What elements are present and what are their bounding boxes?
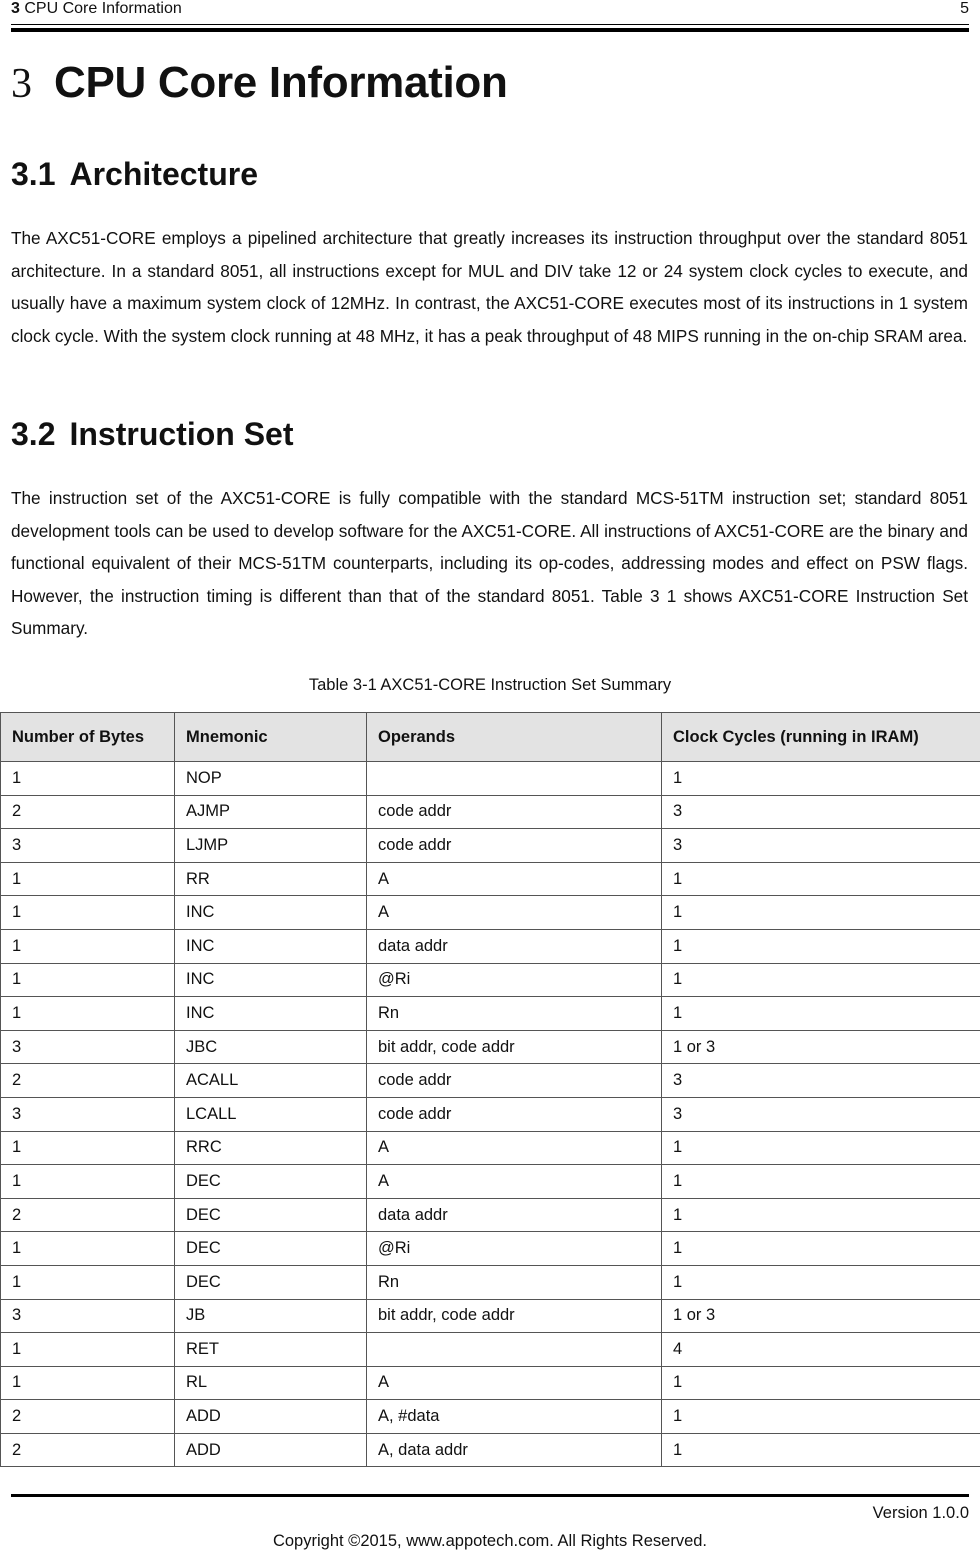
cell-bytes: 1 — [1, 963, 175, 997]
cell-clock-cycles: 1 — [662, 929, 980, 963]
footer-copyright: Copyright ©2015, www.appotech.com. All Rights Reserved. — [272, 1532, 708, 1550]
chapter-title: CPU Core Information — [54, 58, 508, 107]
cell-mnemonic: JBC — [175, 1030, 367, 1064]
table-row — [1, 1400, 980, 1434]
cell-bytes: 3 — [1, 1299, 175, 1333]
cell-mnemonic: AJMP — [175, 795, 367, 829]
cell-mnemonic: LCALL — [175, 1097, 367, 1131]
cell-mnemonic: DEC — [175, 1265, 367, 1299]
cell-operands: @Ri — [367, 1232, 662, 1266]
cell-clock-cycles: 1 — [662, 963, 980, 997]
cell-clock-cycles: 1 — [662, 762, 980, 796]
cell-bytes: 3 — [1, 829, 175, 863]
cell-bytes: 2 — [1, 1064, 175, 1098]
cell-bytes: 2 — [1, 1198, 175, 1232]
cell-mnemonic: INC — [175, 997, 367, 1031]
table-row — [1, 997, 980, 1031]
cell-operands: @Ri — [367, 963, 662, 997]
table-row — [1, 1366, 980, 1400]
cell-mnemonic: RRC — [175, 1131, 367, 1165]
chapter-heading — [11, 58, 508, 118]
cell-bytes: 3 — [1, 1097, 175, 1131]
column-header-clock-cycles: Clock Cycles (running in IRAM) — [662, 713, 980, 762]
header-chapter — [11, 0, 182, 18]
cell-bytes: 3 — [1, 1030, 175, 1064]
cell-mnemonic: INC — [175, 896, 367, 930]
cell-bytes: 1 — [1, 896, 175, 930]
section-heading-instruction-set — [11, 416, 294, 453]
header-page-number: 5 — [960, 0, 969, 17]
table-row — [1, 1198, 980, 1232]
cell-operands — [367, 762, 662, 796]
cell-bytes: 2 — [1, 1400, 175, 1434]
cell-operands — [367, 1333, 662, 1367]
table-row — [1, 762, 980, 796]
table-row — [1, 1064, 980, 1098]
cell-clock-cycles: 1 — [662, 1366, 980, 1400]
cell-bytes: 2 — [1, 795, 175, 829]
cell-mnemonic: RL — [175, 1366, 367, 1400]
cell-clock-cycles: 3 — [662, 1097, 980, 1131]
section-number: 3.2 — [11, 416, 56, 452]
cell-clock-cycles: 3 — [662, 829, 980, 863]
table-row — [1, 1333, 980, 1367]
table-row — [1, 1131, 980, 1165]
table-row — [1, 1030, 980, 1064]
cell-mnemonic: RR — [175, 862, 367, 896]
cell-mnemonic: ACALL — [175, 1064, 367, 1098]
footer-rule — [11, 1494, 969, 1497]
table-row — [1, 896, 980, 930]
column-header-operands: Operands — [367, 713, 662, 762]
table-caption: Table 3-1 AXC51-CORE Instruction Set Summary — [308, 676, 672, 694]
cell-bytes: 1 — [1, 862, 175, 896]
table-header-row — [1, 713, 980, 762]
cell-mnemonic: DEC — [175, 1198, 367, 1232]
instruction-set-paragraph: The instruction set of the AXC51-CORE is fully compatible with the standard MCS-51TM instruction set; standard 8051 development tools can be used to develop software for the AXC51-CORE. All instructions of AXC51-CORE are the binary and functional equivalent of their MCS-51TM counterparts, including its op-codes, addressing modes and effect on PSW flags. However, the instruction timing is different than that of the standard 8051. Table 3 1 shows AXC51-CORE Instruction Set Summary. — [11, 488, 968, 638]
cell-bytes: 1 — [1, 762, 175, 796]
cell-clock-cycles: 1 — [662, 1265, 980, 1299]
cell-clock-cycles: 1 — [662, 1198, 980, 1232]
cell-clock-cycles: 1 — [662, 896, 980, 930]
cell-bytes: 1 — [1, 1333, 175, 1367]
cell-clock-cycles: 1 or 3 — [662, 1030, 980, 1064]
cell-clock-cycles: 1 — [662, 1400, 980, 1434]
cell-operands: Rn — [367, 997, 662, 1031]
header-rule-thick — [11, 28, 969, 32]
cell-bytes: 1 — [1, 929, 175, 963]
section-title: Architecture — [69, 156, 258, 192]
cell-operands: A, data addr — [367, 1433, 662, 1467]
instruction-set-table — [0, 712, 980, 1467]
cell-clock-cycles: 1 — [662, 1232, 980, 1266]
cell-operands: code addr — [367, 795, 662, 829]
table-row — [1, 1232, 980, 1266]
cell-operands: bit addr, code addr — [367, 1299, 662, 1333]
cell-mnemonic: ADD — [175, 1433, 367, 1467]
table-row — [1, 1433, 980, 1467]
table-row — [1, 1265, 980, 1299]
cell-mnemonic: RET — [175, 1333, 367, 1367]
cell-operands: A — [367, 1366, 662, 1400]
cell-clock-cycles: 4 — [662, 1333, 980, 1367]
cell-clock-cycles: 1 — [662, 1165, 980, 1199]
section-heading-architecture — [11, 156, 258, 193]
cell-mnemonic: INC — [175, 963, 367, 997]
cell-mnemonic: DEC — [175, 1165, 367, 1199]
table-row — [1, 862, 980, 896]
cell-operands: A — [367, 1165, 662, 1199]
cell-operands: A — [367, 862, 662, 896]
cell-mnemonic: ADD — [175, 1400, 367, 1434]
cell-bytes: 1 — [1, 1131, 175, 1165]
table-row — [1, 1165, 980, 1199]
cell-operands: code addr — [367, 1097, 662, 1131]
cell-bytes: 1 — [1, 997, 175, 1031]
column-header-mnemonic: Mnemonic — [175, 713, 367, 762]
cell-operands: A — [367, 1131, 662, 1165]
table-row — [1, 795, 980, 829]
cell-clock-cycles: 1 — [662, 997, 980, 1031]
cell-operands: A, #data — [367, 1400, 662, 1434]
header-chapter-number: 3 — [11, 0, 20, 17]
cell-operands: data addr — [367, 1198, 662, 1232]
cell-operands: bit addr, code addr — [367, 1030, 662, 1064]
table-row — [1, 829, 980, 863]
cell-operands: code addr — [367, 1064, 662, 1098]
table-body — [1, 762, 980, 1467]
cell-clock-cycles: 1 or 3 — [662, 1299, 980, 1333]
cell-operands: code addr — [367, 829, 662, 863]
cell-bytes: 1 — [1, 1265, 175, 1299]
cell-operands: A — [367, 896, 662, 930]
cell-clock-cycles: 3 — [662, 795, 980, 829]
footer-version: Version 1.0.0 — [872, 1504, 969, 1522]
cell-mnemonic: INC — [175, 929, 367, 963]
cell-mnemonic: DEC — [175, 1232, 367, 1266]
cell-clock-cycles: 1 — [662, 862, 980, 896]
table-row — [1, 1097, 980, 1131]
cell-bytes: 1 — [1, 1366, 175, 1400]
table-row — [1, 1299, 980, 1333]
cell-bytes: 1 — [1, 1165, 175, 1199]
chapter-number: 3 — [11, 61, 32, 107]
column-header-bytes: Number of Bytes — [1, 713, 175, 762]
running-header — [11, 0, 969, 22]
table-row — [1, 963, 980, 997]
cell-bytes: 2 — [1, 1433, 175, 1467]
cell-clock-cycles: 3 — [662, 1064, 980, 1098]
cell-mnemonic: NOP — [175, 762, 367, 796]
cell-operands: data addr — [367, 929, 662, 963]
section-number: 3.1 — [11, 156, 56, 192]
cell-operands: Rn — [367, 1265, 662, 1299]
header-chapter-label: CPU Core Information — [24, 0, 182, 17]
architecture-paragraph: The AXC51-CORE employs a pipelined architecture that greatly increases its instruction throughput over the standard 8051 architecture. In a standard 8051, all instructions except for MUL and DIV take 12 or 24 system clock cycles to execute, and usually have a maximum system clock of 12MHz. In contrast, the AXC51-CORE executes most of its instructions in 1 system clock cycle. With the system clock running at 48 MHz, it has a peak throughput of 48 MIPS running in the on-chip SRAM area. — [11, 228, 968, 346]
cell-mnemonic: JB — [175, 1299, 367, 1333]
header-rule-thin — [11, 24, 969, 25]
cell-mnemonic: LJMP — [175, 829, 367, 863]
cell-clock-cycles: 1 — [662, 1433, 980, 1467]
table-row — [1, 929, 980, 963]
cell-bytes: 1 — [1, 1232, 175, 1266]
section-title: Instruction Set — [69, 416, 294, 452]
cell-clock-cycles: 1 — [662, 1131, 980, 1165]
